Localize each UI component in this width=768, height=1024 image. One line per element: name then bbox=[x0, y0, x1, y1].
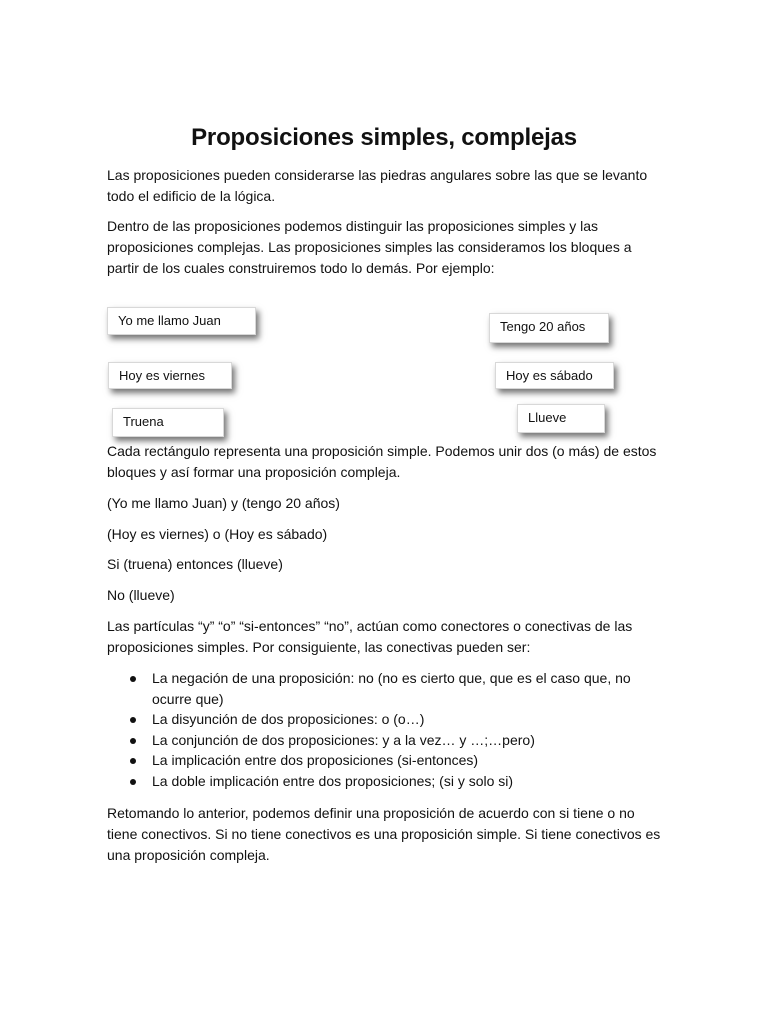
proposition-box-truena: Truena bbox=[112, 408, 224, 437]
example-line-1: (Yo me llamo Juan) y (tengo 20 años) bbox=[107, 495, 340, 511]
bullet-icon bbox=[130, 758, 136, 764]
list-item-text: La conjunción de dos proposiciones: y a la vez… y …;…pero) bbox=[152, 731, 535, 748]
connectives-list bbox=[107, 668, 667, 791]
bullet-icon bbox=[130, 676, 136, 682]
proposition-box-yo-me-llamo-juan: Yo me llamo Juan bbox=[107, 307, 256, 335]
proposition-box-llueve: Llueve bbox=[517, 404, 605, 433]
bullet-icon bbox=[130, 738, 136, 744]
proposition-box-hoy-es-sabado: Hoy es sábado bbox=[495, 362, 614, 389]
page-title: Proposiciones simples, complejas bbox=[191, 124, 577, 151]
intro-paragraph-1: Las proposiciones pueden considerarse las piedras angulares sobre las que se levanto todo el edificio de la lógica. bbox=[107, 167, 648, 204]
list-item-text: La implicación entre dos proposiciones (si-entonces) bbox=[152, 752, 479, 768]
proposition-box-hoy-es-viernes: Hoy es viernes bbox=[108, 362, 232, 389]
explanation-paragraph: Cada rectángulo representa una proposición simple. Podemos unir dos (o más) de estos bloques y así formar una proposición compleja. bbox=[107, 443, 657, 480]
list-item-text: La negación de una proposición: no (no es cierto que, que es el caso que, no ocurre que) bbox=[152, 670, 631, 707]
list-item-text: La doble implicación entre dos proposiciones; (si y solo si) bbox=[152, 772, 514, 789]
list-item-text: La disyunción de dos proposiciones: o (o…) bbox=[152, 711, 425, 727]
list-item bbox=[107, 750, 667, 771]
list-item bbox=[107, 709, 667, 730]
intro-paragraph-2: Dentro de las proposiciones podemos distinguir las proposiciones simples y las proposiciones complejas. Las proposiciones simples las consideramos los bloques a partir de los cuales construiremos todo lo demás. Por ejemplo: bbox=[107, 218, 632, 276]
list-item bbox=[107, 730, 667, 751]
proposition-box-tengo-20-anos: Tengo 20 años bbox=[489, 313, 609, 343]
list-item bbox=[107, 668, 667, 709]
example-line-4: No (llueve) bbox=[107, 587, 175, 603]
bullet-icon bbox=[130, 717, 136, 723]
connectives-intro-paragraph: Las partículas “y” “o” “si-entonces” “no”, actúan como conectores o conectivas de las proposiciones simples. Por consiguiente, las conectivas pueden ser: bbox=[107, 618, 633, 655]
list-item bbox=[107, 771, 667, 792]
bullet-icon bbox=[130, 779, 136, 785]
example-line-3: Si (truena) entonces (llueve) bbox=[107, 556, 283, 572]
conclusion-paragraph: Retomando lo anterior, podemos definir una proposición de acuerdo con si tiene o no tiene conectivos. Si no tiene conectivos es una proposición simple. Si tiene conectivos es una proposición compleja. bbox=[107, 805, 661, 863]
example-line-2: (Hoy es viernes) o (Hoy es sábado) bbox=[107, 526, 328, 542]
